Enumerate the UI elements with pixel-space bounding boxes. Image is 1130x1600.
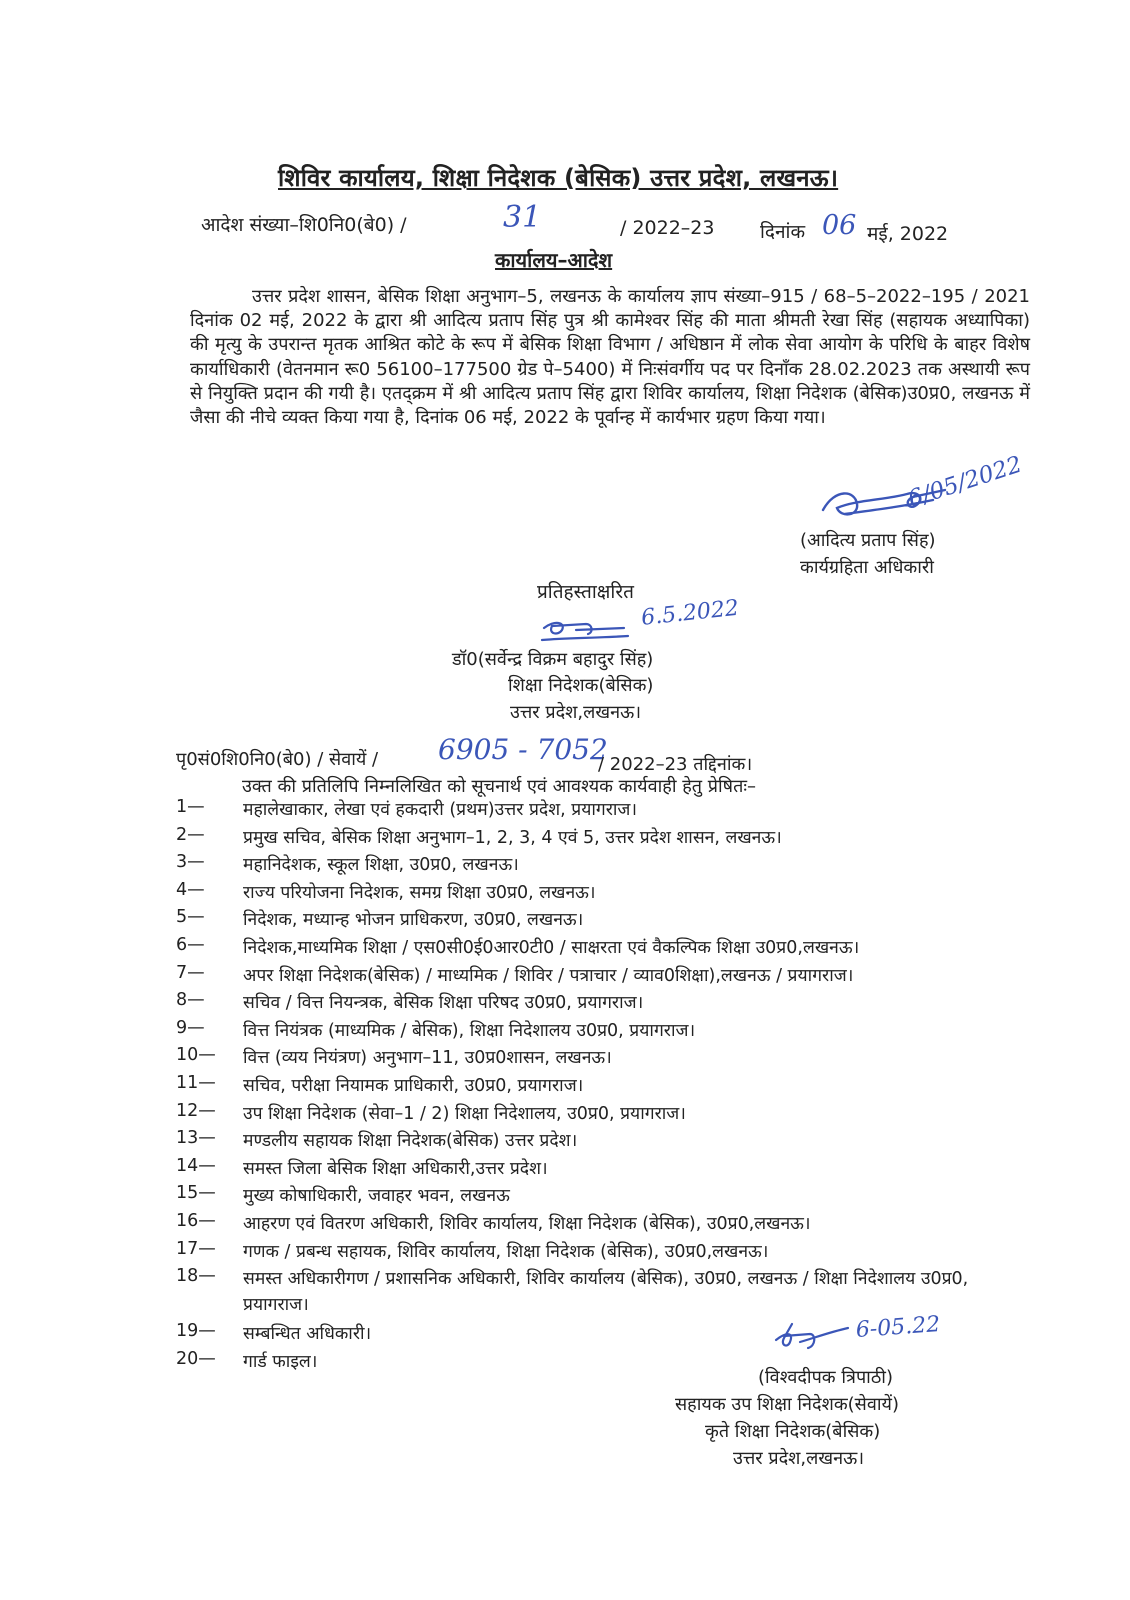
list-item [176,1073,1036,1101]
list-item [176,1101,1036,1129]
list-item-text: समस्त अधिकारीगण / प्रशासनिक अधिकारी, शिविर कार्यालय (बेसिक), उ0प्र0, लखनऊ / शिक्षा निदेशालय उ0प्र0, प्रयागराज। [243,1269,969,1316]
list-item-text: गार्ड फाइल। [243,1351,318,1372]
list-item-number: 4— [176,879,205,900]
list-item [176,1128,1036,1156]
copy-intro: उक्त की प्रतिलिपि निम्नलिखित को सूचनार्थ एवं आवश्यक कार्यवाही हेतु प्रेषितः– [242,776,756,797]
copy-ref-suffix: / 2022–23 तद्दिनांक। [598,754,753,775]
list-item-number: 6— [176,934,205,955]
list-item-text: निदेशक, मध्यान्ह भोजन प्राधिकरण, उ0प्र0, लखनऊ। [243,910,584,931]
order-number-prefix: आदेश संख्या–शि0नि0(बे0) / [201,214,407,236]
final-signer-place: उत्तर प्रदेश,लखनऊ। [733,1448,865,1469]
office-title: शिविर कार्यालय, शिक्षा निदेशक (बेसिक) उत्तर प्रदेश, लखनऊ। [278,164,839,192]
final-signature-date: 6-05.22 [855,1312,941,1343]
list-item-number: 5— [176,907,205,928]
order-body-text: उत्तर प्रदेश शासन, बेसिक शिक्षा अनुभाग–5, लखनऊ के कार्यालय ज्ञाप संख्या–915 / 68–5–2022–195 / 2021 दिनांक 02 मई, 2022 के द्वारा श्री आदित्य प्रताप सिंह पुत्र श्री कामेश्वर सिंह की माता श्रीमती रेखा सिंह (सहायक अध्यापिका) की मृत्यु के उपरान्त मृतक आश्रित कोटे के रूप में बेसिक शिक्षा विभाग / अधिष्ठान में लोक सेवा आयोग के परिधि के बाहर विशेष कार्याधिकारी (वेतनमान रू0 56100–177500 ग्रेड पे–5400) में निःसंवर्गीय पद पर दिनाँक 28.02.2023 तक अस्थायी रूप से नियुक्ति प्रदान की गयी है। एतद्क्रम में श्री आदित्य प्रताप सिंह द्वारा शिविर कार्यालय, शिक्षा निदेशक (बेसिक)उ0प्र0, लखनऊ में जैसा की नीचे व्यक्त किया गया है, दिनांक 06 मई, 2022 के पूर्वान्ह में कार्यभार ग्रहण किया गया। [190,286,1030,429]
list-item [176,880,1036,908]
list-item [176,935,1036,963]
officer-name: (आदित्य प्रताप सिंह) [800,530,936,551]
list-item-number: 13— [176,1128,216,1149]
list-item [176,1211,1036,1239]
list-item-number: 10— [176,1045,216,1066]
countersign-label: प्रतिहस्ताक्षरित [537,581,634,603]
list-item-number: 14— [176,1155,216,1176]
list-item-number: 12— [176,1100,216,1121]
director-place: उत्तर प्रदेश,लखनऊ। [510,702,642,723]
list-item [176,1045,1036,1073]
list-item [176,963,1036,991]
list-item-number: 18— [176,1266,216,1287]
list-item-number: 2— [176,824,205,845]
final-signer-designation: सहायक उप शिक्षा निदेशक(सेवायें) [675,1394,899,1415]
list-item [176,990,1036,1018]
list-item-text: समस्त जिला बेसिक शिक्षा अधिकारी,उत्तर प्रदेश। [243,1158,548,1179]
list-item-number: 9— [176,1017,205,1038]
list-item [176,852,1036,880]
officer-designation: कार्यग्रहिता अधिकारी [800,557,934,578]
copy-ref-prefix: पृ0सं0शि0नि0(बे0) / सेवायें / [176,749,379,770]
list-item [176,1183,1036,1211]
director-designation: शिक्षा निदेशक(बेसिक) [508,675,654,696]
copy-ref-number-handwritten: 6905 - 7052 [438,733,608,766]
list-item-text: मण्डलीय सहायक शिक्षा निदेशक(बेसिक) उत्तर प्रदेश। [243,1131,578,1152]
list-item-text: सचिव, परीक्षा नियामक प्राधिकारी, उ0प्र0, प्रयागराज। [243,1075,584,1096]
list-item-text: मुख्य कोषाधिकारी, जवाहर भवन, लखनऊ [243,1186,510,1207]
list-item-text: उप शिक्षा निदेशक (सेवा–1 / 2) शिक्षा निदेशालय, उ0प्र0, प्रयागराज। [243,1103,686,1124]
list-item-number: 7— [176,962,205,983]
list-item [176,797,1036,825]
date-label: दिनांक [760,221,806,243]
date-day-handwritten: 06 [822,210,857,241]
final-signer-on-behalf: कृते शिक्षा निदेशक(बेसिक) [705,1421,881,1442]
final-signature-scribble [770,1318,860,1358]
list-item [176,1018,1036,1046]
list-item-number: 17— [176,1238,216,1259]
list-item [176,1239,1036,1267]
list-item-number: 16— [176,1210,216,1231]
list-item-text: सचिव / वित्त नियन्त्रक, बेसिक शिक्षा परिषद उ0प्र0, प्रयागराज। [243,993,644,1014]
list-item-text: आहरण एवं वितरण अधिकारी, शिविर कार्यालय, शिक्षा निदेशक (बेसिक), उ0प्र0,लखनऊ। [243,1213,811,1234]
list-item-text: वित्त नियंत्रक (माध्यमिक / बेसिक), शिक्षा निदेशालय उ0प्र0, प्रयागराज। [243,1020,696,1041]
list-item-number: 8— [176,990,205,1011]
list-item-number: 1— [176,797,205,817]
list-item-number: 3— [176,852,205,873]
recipient-list [176,797,1036,1376]
list-item-text: निदेशक,माध्यमिक शिक्षा / एस0सी0ई0आर0टी0 / साक्षरता एवं वैकल्पिक शिक्षा उ0प्र0,लखनऊ। [243,937,860,958]
list-item-text: महालेखाकार, लेखा एवं हकदारी (प्रथम)उत्तर प्रदेश, प्रयागराज। [243,800,638,820]
order-heading: कार्यालय–आदेश [495,248,613,272]
list-item-text: गणक / प्रबन्ध सहायक, शिविर कार्यालय, शिक्षा निदेशक (बेसिक), उ0प्र0,लखनऊ। [243,1241,769,1262]
list-item [176,1156,1036,1184]
order-paragraph [190,285,1030,430]
list-item [176,1349,1036,1377]
director-signature-scribble [536,612,646,648]
list-item-number: 19— [176,1321,216,1342]
list-item-text: राज्य परियोजना निदेशक, समग्र शिक्षा उ0प्र0, लखनऊ। [243,882,596,903]
list-item-text: वित्त (व्यय नियंत्रण) अनुभाग–11, उ0प्र0शासन, लखनऊ। [243,1048,612,1069]
officer-signature-date: 6/05/2022 [905,451,1026,513]
date-month-year: मई, 2022 [867,223,949,245]
list-item [176,825,1036,853]
list-item-text: महानिदेशक, स्कूल शिक्षा, उ0प्र0, लखनऊ। [243,855,519,876]
list-item-text: सम्बन्धित अधिकारी। [243,1324,372,1345]
order-number-handwritten: 31 [503,200,542,235]
director-name: डॉ0(सर्वेन्द्र विक्रम बहादुर सिंह) [452,649,654,670]
list-item-number: 15— [176,1183,216,1204]
list-item-number: 20— [176,1348,216,1369]
list-item [176,1266,1036,1321]
director-signature-date: 6.5.2022 [640,595,741,631]
order-year: / 2022–23 [620,217,715,239]
list-item-text: अपर शिक्षा निदेशक(बेसिक) / माध्यमिक / शिविर / पत्राचार / व्याव0शिक्षा),लखनऊ / प्रयागराज। [243,965,854,986]
list-item [176,907,1036,935]
final-signer-name: (विश्वदीपक त्रिपाठी) [758,1367,893,1388]
list-item-text: प्रमुख सचिव, बेसिक शिक्षा अनुभाग–1, 2, 3, 4 एवं 5, उत्तर प्रदेश शासन, लखनऊ। [243,827,782,848]
list-item-number: 11— [176,1072,216,1093]
